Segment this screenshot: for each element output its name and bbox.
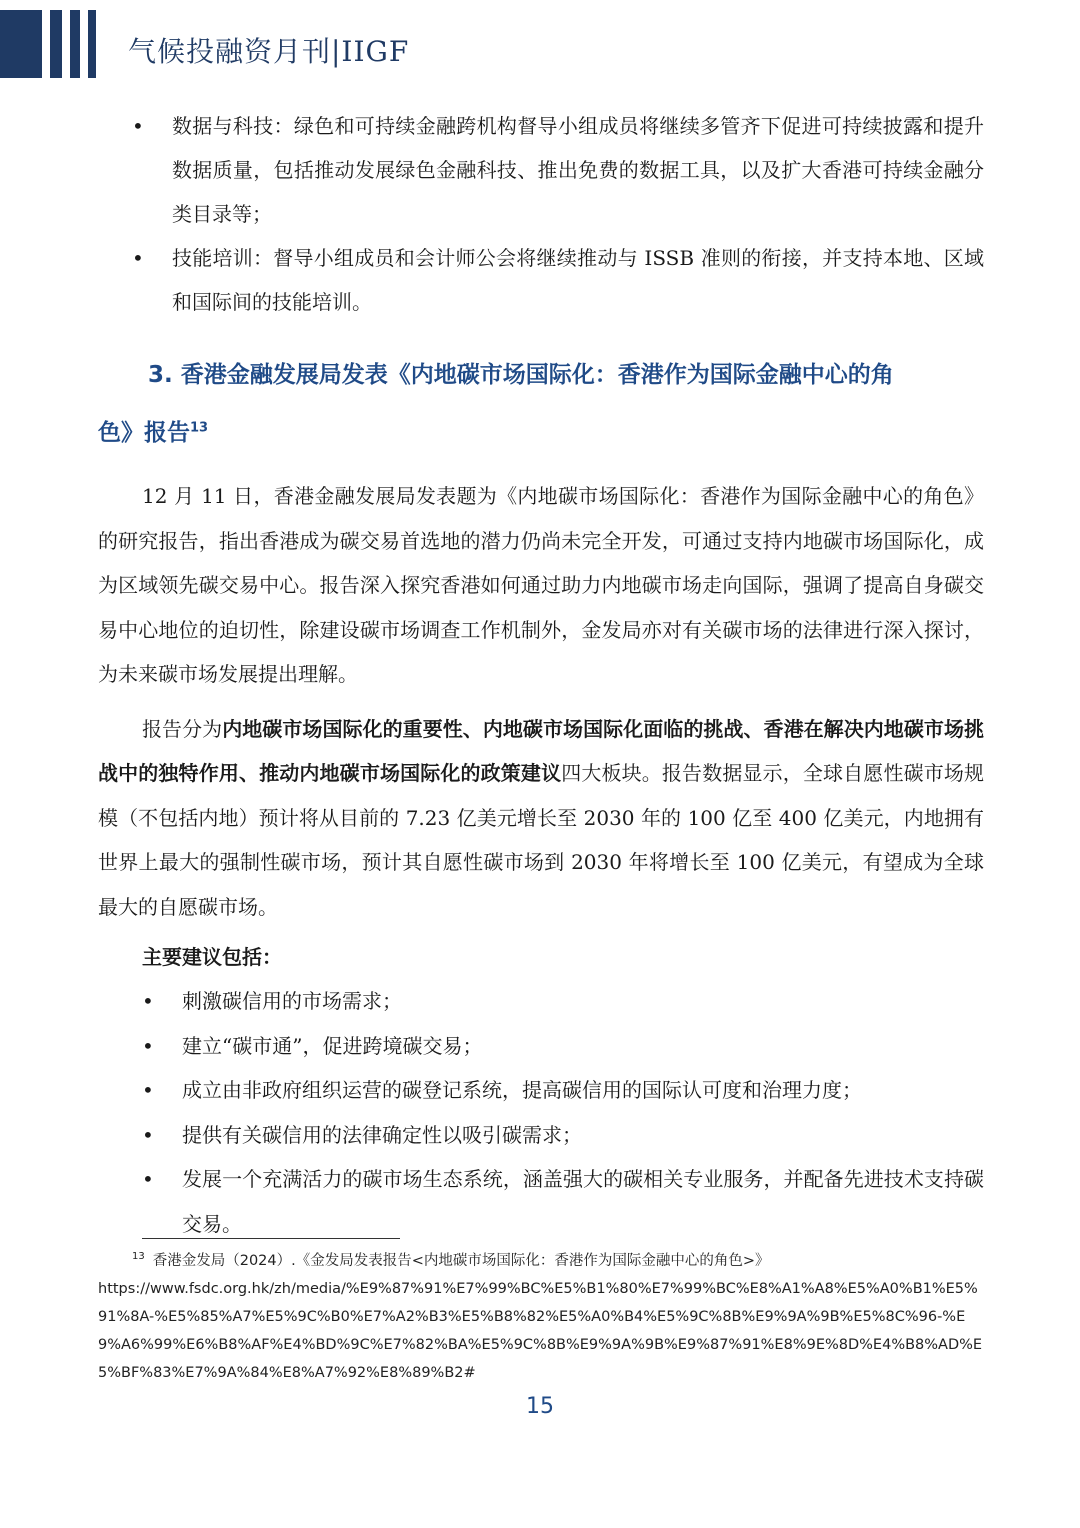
publication-title: 气候投融资月刊|IIGF — [128, 35, 410, 68]
footnote-ref[interactable]: 13 — [190, 420, 209, 436]
footnote-line — [98, 1247, 984, 1275]
bullet-icon: • — [142, 1167, 154, 1191]
recommendation-item — [98, 1157, 984, 1246]
paragraph-text: 四大板块。报告数据显示，全球自愿性碳市场规模（不包括内地）预计将从目前的 7.23 亿美元增长至 2030 年的 100 亿至 400 亿美元，内地拥有世界上最大的强制性碳市场，预计其自愿性碳市场到 2030 年将增长至 100 亿美元，有望成为全球最大的自愿碳市场。 — [98, 761, 985, 919]
bullet-text: 数据与科技：绿色和可持续金融跨机构督导小组成员将继续多管齐下促进可持续披露和提升数据质量，包括推动发展绿色金融科技、推出免费的数据工具，以及扩大香港可持续金融分类目录等； — [172, 114, 984, 226]
bullet-text: 技能培训：督导小组成员和会计师公会将继续推动与 ISSB 准则的衔接，并支持本地、区域和国际间的技能培训。 — [172, 246, 984, 314]
recommendations-title: 主要建议包括： — [142, 945, 282, 969]
recommendation-item — [98, 1068, 984, 1113]
header-decor-bar — [88, 10, 96, 78]
section-heading-line1: 3. 香港金融发展局发表《内地碳市场国际化：香港作为国际金融中心的角 — [148, 362, 894, 388]
recommendation-text: 成立由非政府组织运营的碳登记系统，提高碳信用的国际认可度和治理力度； — [182, 1078, 862, 1102]
recommendation-text: 建立“碳市通”，促进跨境碳交易； — [182, 1033, 483, 1058]
bullet-icon: • — [142, 1122, 154, 1147]
header-decor-bar — [0, 10, 42, 78]
bullet-icon: • — [132, 114, 144, 138]
bullet-icon: • — [142, 989, 154, 1013]
bullet-icon: • — [142, 1033, 154, 1058]
bullet-icon: • — [142, 1078, 154, 1102]
footnote-number: 13 — [132, 1251, 145, 1263]
header-decor-bar — [70, 10, 80, 78]
recommendation-text: 提供有关碳信用的法律确定性以吸引碳需求； — [182, 1122, 582, 1147]
page-body — [98, 104, 984, 1246]
footnote-divider — [142, 1238, 400, 1239]
footnote-url-link[interactable]: https://www.fsdc.org.hk/zh/media/%E9%87%91%E7%99%BC%E5%B1%80%E7%99%BC%E8%A1%A8%E5%A0%B1%E5%91%8A-%E5%85%A7%E5%9C%B0%E7%A2%B3%E5%B8%82%E5%A0%B4%E5%9C%8B%E9%9A%9B%E5%8C%96-%E9%A6%99%E6%B8%AF%E4%BD%9C%E7%82%BA%E5%9C%8B%E9%9A%9B%E9%87%91%E8%9E%8D%E4%B8%AD%E5%BF%83%E7%9A%84%E8%A7%92%E8%89%B2# — [98, 1281, 983, 1381]
page-number: 15 — [526, 1394, 554, 1419]
bullet-item — [98, 104, 984, 236]
section-heading — [98, 346, 984, 462]
paragraph: 12 月 11 日，香港金融发展局发表题为《内地碳市场国际化：香港作为国际金融中心的角色》的研究报告，指出香港成为碳交易首选地的潜力仍尚未完全开发，可通过支持内地碳市场国际化，成为区域领先碳交易中心。报告深入探究香港如何通过助力内地碳市场走向国际，强调了提高自身碳交易中心地位的迫切性，除建设碳市场调查工作机制外，金发局亦对有关碳市场的法律进行深入探讨，为未来碳市场发展提出理解。 — [98, 484, 984, 686]
recommendation-text: 刺激碳信用的市场需求； — [182, 989, 402, 1013]
paragraph-text: 报告分为 — [142, 716, 223, 741]
section-heading-line2: 色》报告 — [98, 420, 190, 446]
footnote-text: 香港金发局（2024）.《金发局发表报告<内地碳市场国际化：香港作为国际金融中心的角色>》 — [152, 1253, 770, 1269]
page-header — [0, 0, 1080, 80]
recommendation-item — [98, 1024, 984, 1069]
bullet-item — [98, 236, 984, 324]
recommendation-text: 发展一个充满活力的碳市场生态系统，涵盖强大的碳相关专业服务，并配备先进技术支持碳交易。 — [182, 1167, 984, 1236]
footnote — [98, 1247, 984, 1387]
paragraph — [98, 707, 984, 930]
recommendation-item — [98, 979, 984, 1024]
recommendation-item — [98, 1113, 984, 1158]
header-decor-bar — [50, 10, 62, 78]
bullet-icon: • — [132, 246, 144, 270]
paragraph-bold-text: 内地碳市场国际化的重要性、内地碳市场国际化面临的挑战、香港在解决内地碳市场挑战中的独特作用、推动内地碳市场国际化的政策建议 — [98, 716, 985, 785]
